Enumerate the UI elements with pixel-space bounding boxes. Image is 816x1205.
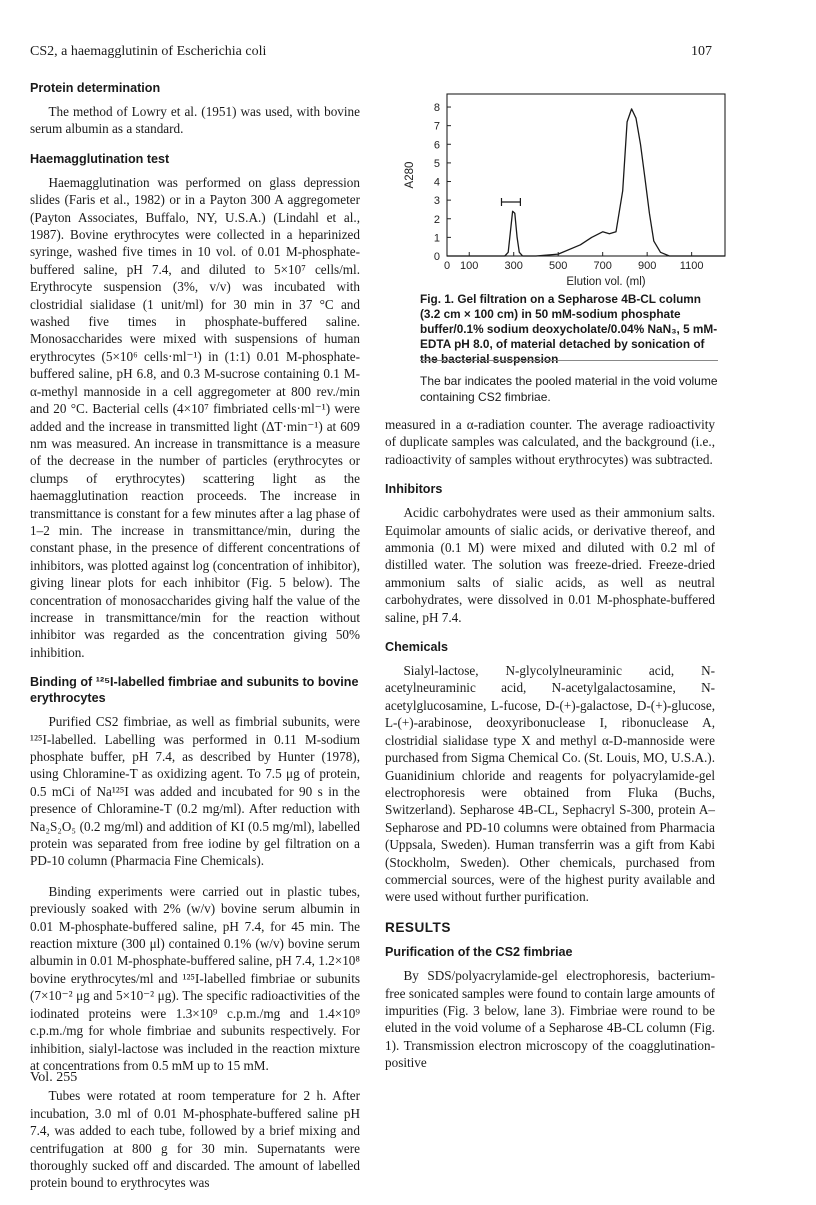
figure-caption-text: Gel filtration on a Sepharose 4B-CL column (3.2 cm × 100 cm) in 50 mM-sodium phosphate buffer/0.1% sodium deoxycholate/0.04% NaN₃, 5 mM-EDTA pH 8.0, of material detached by sonication of the bacterial suspension — [420, 292, 718, 366]
paragraph: Purified CS2 fimbriae, as well as fimbrial subunits, were ¹²⁵I-labelled. Labelling was performed in 0.11 M-sodium phosphate buffer, pH 7.4, as described by Hunter (1978), using Chloramine-T as oxidizing agent. To 7.5 μg of protein, 0.5 mCi of Na¹²⁵I was added and incubated for 90 s in the presence of Chloramine-T (0.2 mg/ml). After reduction with Na₂S₂O₅ (0.2 mg/ml) and addition of KI (0.5 mg/ml), labelled protein was separated from free iodine by gel filtration on a PD-10 column (Pharmacia Fine Chemicals). — [30, 714, 360, 869]
x-tick-label: 0 — [443, 260, 451, 272]
section-heading-inhibitors: Inhibitors — [385, 482, 443, 497]
y-tick-label: 3 — [433, 195, 440, 208]
x-axis-label: Elution vol. (ml) — [566, 276, 646, 288]
paragraph: By SDS/polyacrylamide-gel electrophoresis, bacterium-free sonicated samples were found to contain large amounts of impurities (Fig. 3 below, lane 3). Fimbriae were round to be eluted in the void volume of a Sepharose 4B-CL column (Fig. 1). Transmission electron microscopy of the coagglutination-positive — [385, 968, 715, 1071]
y-tick-label: 5 — [433, 157, 440, 170]
paragraph: Binding experiments were carried out in plastic tubes, previously soaked with 2% (w/v) bovine serum albumin in 0.01 M-phosphate-buffered saline, pH 7.4, for 45 min. The reaction mixture (300 μl) contained 0.1% (w/v) bovine serum albumin in 0.01 M-phosphate-buffered saline, pH 7.4, 1.2×10⁸ bovine erythrocytes/ml and ¹²⁵I-labelled fimbriae or subunits (7×10⁻² μg and 5×10⁻² μg). The specific radioactivities of the iodinated proteins were 1.3×10⁹ c.p.m./mg and 1.4×10⁹ c.p.m./mg for whole fimbriae and subunits respectively. For inhibition, sialyl-lactose was included in the reaction mixture at concentrations from 0.5 mM up to 15 mM. — [30, 883, 360, 1073]
x-tick-label: 300 — [504, 260, 523, 272]
y-tick-label: 8 — [433, 102, 440, 115]
x-tick-label: 500 — [549, 260, 568, 272]
elution-chart-svg — [395, 82, 735, 292]
caption-divider — [420, 360, 718, 361]
plot-frame — [447, 94, 725, 256]
paragraph: measured in a α-radiation counter. The average radioactivity of duplicate samples was calculated, and the background (i.e., radioactivity of samples without erythrocytes) was subtracted. — [385, 417, 715, 467]
section-heading-haemagglutination-test: Haemagglutination test — [30, 151, 170, 166]
x-tick-label: 100 — [460, 260, 479, 272]
y-tick-label: 4 — [433, 176, 440, 189]
section-heading-results: RESULTS — [385, 919, 451, 935]
figure-caption — [420, 292, 718, 367]
paragraph: The method of Lowry et al. (1951) was used, with bovine serum albumin as a standard. — [30, 104, 360, 137]
y-tick-label: 7 — [433, 120, 440, 133]
figure-label: Fig. 1. — [420, 292, 455, 306]
x-tick-label: 1100 — [679, 260, 704, 272]
y-tick-label: 0 — [433, 251, 440, 263]
figure-note: The bar indicates the pooled material in the void volume containing CS2 fimbriae. — [420, 374, 718, 404]
y-axis-label: A280 — [404, 161, 416, 189]
page-number: 107 — [691, 44, 712, 59]
section-heading-purification: Purification of the CS2 fimbriae — [385, 945, 573, 960]
y-tick-label: 1 — [433, 232, 440, 245]
y-tick-label: 2 — [433, 213, 440, 226]
paragraph: Tubes were rotated at room temperature for 2 h. After incubation, 3.0 ml of 0.01 M-phosphate-buffered saline pH 7.4, was added to each tube, followed by a brief mixing and centrifugation at 800 g for 30 min. Supernatants were thoroughly sucked off and discarded. The amount of labelled protein bound to erythrocytes was — [30, 1088, 360, 1191]
right-column — [385, 416, 715, 1085]
section-heading-binding: Binding of ¹²⁵I-labelled fimbriae and subunits to bovine erythrocytes — [30, 675, 359, 706]
section-heading-protein-determination: Protein determination — [30, 81, 161, 95]
y-tick-label: 6 — [433, 139, 440, 152]
x-tick-label: 700 — [593, 260, 612, 272]
left-column — [30, 80, 360, 1205]
paragraph: Sialyl-lactose, N-glycolylneuraminic acid, N-acetylneuraminic acid, N-acetylgalactosamine, N-acetylglucosamine, L-fucose, D-(+)-galactose, D-(+)-glucose, L-(+)-arabinose, deoxyribonuclease I, ribonuclease A, clostridial sialidase type X and methyl α-D-mannoside were purchased from Sigma Chemical Co. (St. Louis, MO, U.S.A.). Guanidinium chloride and reagents for polyacrylamide-gel electrophoresis were obtained from Fluka (Buchs, Switzerland). Sepharose 4B-CL, Sephacryl S-300, protein A–Sepharose and PD-10 columns were obtained from Pharmacia (Uppsala, Sweden). Human transferrin was a gift from Kabi (Stockholm, Sweden). Other chemicals, purchased from commercial sources, were of the highest purity available and were used without further purification. — [385, 663, 715, 905]
paragraph: Haemagglutination was performed on glass depression slides (Faris et al., 1982) or in a Payton 300 A aggregometer (Payton Associates, Buffalo, NY, U.S.A.) (Lindahl et al., 1987). Bovine erythrocytes were collected in a heparinized syringe, washed five times in 10 vol. of 0.01 M-phosphate-buffered saline, pH 7.4, and diluted to 5×10⁷ cells/ml. Erythrocyte suspension (3%, v/v) was incubated with clostridial sialidase (1 unit/ml) for 30 min in 37 °C and washed five times in phosphate-buffered saline. Monosaccharides were mixed with suspensions of human erythrocytes (5×10⁶ cells·ml⁻¹) in (1:1) 0.01 M-phosphate-buffered saline, pH 6.8, and 0.3 M-sucrose containing 0.1 M-α-methyl mannoside in a cell aggregometer at 800 rev./min and 20 °C. Bacterial cells (4×10⁷ fimbriated cells·ml⁻¹) were added and the increase in transmitted light (ΔT·min⁻¹) at 609 nm was measured. An increase in transmittance is a measure of the decrease in the number of particles (erythrocytes or clumps of erythrocytes) scattering light as the haemagglutination reaction proceeds. The increase in transmittance is constant for a few minutes after a lag phase of 1–2 min. The increase in transmittance/min, during the constant phase, in the presence of different concentrations of inhibitors, was plotted against log (concentration of inhibitor), giving linear plots for each inhibitor (Fig. 5 below). The concentration of monosaccharides giving half the value of the increase in transmittance/min for the reaction without inhibitor was regarded as the concentration giving 50% inhibition. — [30, 174, 360, 660]
paragraph: Acidic carbohydrates were used as their ammonium salts. Equimolar amounts of sialic acids, or derivative thereof, and ammonia (0.1 M) were mixed and diluted with 0.2 ml of distilled water. The solution was freeze-dried. Freeze-dried ammonium salts of sialic acids, as well as neutral carbohydrates, were dissolved in 0.01 M-phosphate-buffered saline, pH 7.4. — [385, 505, 715, 625]
series-line-a280 — [447, 109, 725, 256]
running-title: CS2, a haemagglutinin of Escherichia coli — [30, 44, 267, 59]
footer-volume: Vol. 255 — [30, 1070, 78, 1085]
section-heading-chemicals: Chemicals — [385, 640, 448, 655]
x-tick-label: 900 — [637, 260, 657, 272]
